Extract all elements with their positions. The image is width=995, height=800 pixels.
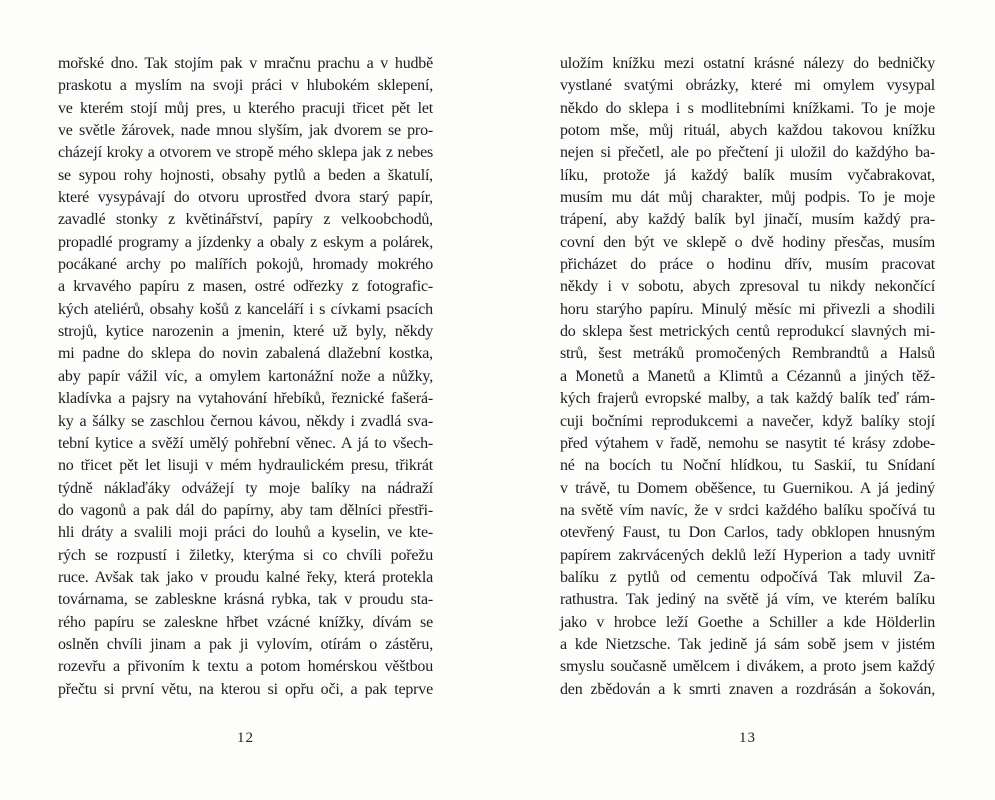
page-left-text-block — [58, 53, 433, 701]
text-line: den zbědován a k smrti znaven a rozdrásán a šokován, — [560, 680, 935, 698]
text-line: papírem zakrvácených deklů leží Hyperion a tady uvnitř — [560, 546, 935, 564]
page-right-text-block — [560, 53, 935, 701]
text-line: ve světle žárovek, nade mnou slyším, jak dvorem se pro- — [58, 122, 433, 140]
text-line: které vysypávají do otvoru uprostřed dvora starý papír, — [58, 189, 433, 207]
text-line: jako v hrobce leží Goethe a Schiller a kde Hölderlin — [560, 613, 935, 631]
text-line: rozevřu a přivoním k textu a potom homérskou věštbou — [58, 658, 433, 676]
text-line: do vagonů a pak dál do papírny, aby tam dělníci přestři- — [58, 501, 433, 519]
text-line: týdně náklaďáky odvážejí ty moje balíky na nádraží — [58, 479, 433, 497]
text-line: a krvavého papíru z masen, ostré odřezky z fotografic- — [58, 278, 433, 296]
text-line: tební kytice a svěží umělý pohřební věnec. A já to všech- — [58, 434, 433, 452]
text-line: strojů, kytice narozenin a jmenin, které už byly, někdy — [58, 323, 433, 341]
text-line: oslněn chvíli jinam a pak ji vylovím, otírám o zástěru, — [58, 635, 433, 653]
text-line: aby papír vážil víc, a omylem kartonážní nože a nůžky, — [58, 367, 433, 385]
text-line: a Monetů a Manetů a Klimtů a Cézannů a jiných těž- — [560, 367, 935, 385]
page-number-right: 13 — [739, 730, 756, 746]
page-right — [497, 0, 995, 800]
text-line: cuji bočními reprodukcemi a navečer, když balíky stojí — [560, 412, 935, 430]
text-line: ve kterém stojí můj pres, u kterého pracuji třicet pět let — [58, 99, 433, 117]
text-line: smyslu současně umělcem i divákem, a proto jsem každý — [560, 658, 935, 676]
text-line: na světě vím navíc, že v srdci každého balíku spočívá tu — [560, 501, 935, 519]
text-line: do sklepa šest metrických centů reprodukcí slavných mi- — [560, 323, 935, 341]
text-line: rathustra. Tak jediný na světě já vím, ve kterém balíku — [560, 591, 935, 609]
text-line: otevřený Faust, tu Don Carlos, tady obklopen hnusným — [560, 524, 935, 542]
text-line: horu starýho papíru. Minulý měsíc mi přivezli a shodili — [560, 300, 935, 318]
text-line: pocákané archy po malířích pokojů, hromady mokrého — [58, 256, 433, 274]
text-line: kých ateliérů, obsahy košů z kanceláří i s cívkami psacích — [58, 300, 433, 318]
text-line: né na bocích tu Noční hlídkou, tu Saskií, tu Snídaní — [560, 457, 935, 475]
page-number-left: 12 — [237, 730, 254, 746]
text-line: strů, šest metráků promočených Rembrandtů a Halsů — [560, 345, 935, 363]
text-line: ky a šálky se zaschlou černou kávou, někdy i zvadlá sva- — [58, 412, 433, 430]
text-line: v trávě, tu Domem oběšence, tu Guernikou. A já jediný — [560, 479, 935, 497]
text-line: cházejí kroky a otvorem ve stropě mého sklepa jak z nebes — [58, 144, 433, 162]
page-left — [0, 0, 497, 800]
text-line: balíku z pytlů od cementu odpočívá Tak mluvil Za- — [560, 568, 935, 586]
text-line: trápení, aby každý balík byl jinačí, musím každý pra- — [560, 211, 935, 229]
text-line: rých se rozpustí i žiletky, kterýma si co chvíli pořežu — [58, 546, 433, 564]
text-line: potom mše, můj rituál, abych každou takovou knížku — [560, 122, 935, 140]
text-line: přicházet do práce o hodinu dřív, musím pracovat — [560, 256, 935, 274]
text-line: kých frajerů evropské malby, a tak každý balík teď rám- — [560, 390, 935, 408]
text-line: uložím knížku mezi ostatní krásné nálezy do bedničky — [560, 55, 935, 72]
text-line: nejen si přečetl, ale po přečtení ji uložil do každýho ba- — [560, 144, 935, 162]
text-line: propadlé programy a jízdenky a obaly z eskym a polárek, — [58, 233, 433, 251]
text-line: no třicet pět let lisuji v mém hydraulickém presu, třikrát — [58, 457, 433, 475]
text-line: zavadlé stonky z květinářství, papíry z velkoobchodů, — [58, 211, 433, 229]
text-line: továrnama, se zableskne krásná rybka, tak v proudu sta- — [58, 591, 433, 609]
text-line: ruce. Avšak tak jako v proudu kalné řeky, která protekla — [58, 568, 433, 586]
text-line: vystlané svatými obrázky, které mi omylem vysypal — [560, 77, 935, 95]
text-line: hli dráty a svalili moji práci do louhů a kyselin, ve kte- — [58, 524, 433, 542]
text-line: rého papíru se zaleskne hřbet vzácné knížky, dívám se — [58, 613, 433, 631]
text-line: líku, protože já každý balík musím vyčabrakovat, — [560, 166, 935, 184]
text-line: kladívka a pajsry na vytahování hřebíků, řeznické fašerá- — [58, 390, 433, 408]
text-line: praskotu a myslím na svoji práci v hlubokém sklepení, — [58, 77, 433, 95]
text-line: musím mu dát můj charakter, můj podpis. To je moje — [560, 189, 935, 207]
text-line: přečtu si první větu, na kterou si opřu oči, a pak teprve — [58, 680, 433, 698]
text-line: mi padne do sklepa do novin zabalená dlažební kostka, — [58, 345, 433, 363]
text-line: mořské dno. Tak stojím pak v mračnu prachu a v hudbě — [58, 55, 433, 72]
text-line: se sypou rohy hojnosti, obsahy pytlů a beden a škatulí, — [58, 166, 433, 184]
text-line: a kde Nietzsche. Tak jedině já sám sobě jsem v jistém — [560, 635, 935, 653]
text-line: někdy i v sobotu, abych zpresoval tu nikdy nekončící — [560, 278, 935, 296]
text-line: někdo do sklepa i s modlitebními knížkami. To je moje — [560, 99, 935, 117]
text-line: před výtahem v řadě, nemohu se nasytit té krásy zdobe- — [560, 434, 935, 452]
text-line: covní den být ve sklepě o dvě hodiny přesčas, musím — [560, 233, 935, 251]
